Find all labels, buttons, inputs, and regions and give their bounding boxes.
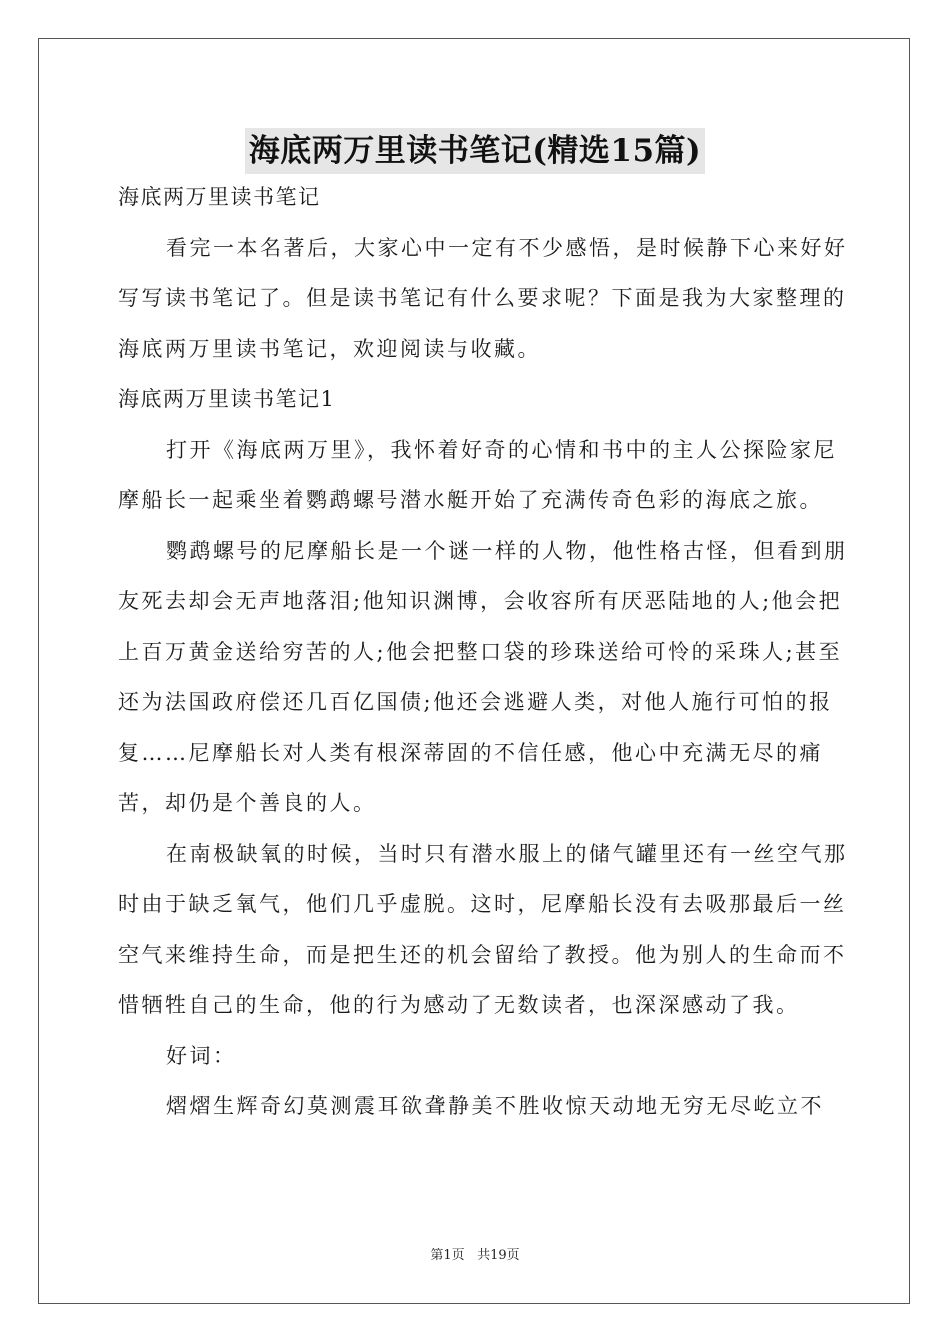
page-number: 第1页 [430,1248,465,1263]
body-paragraph: 在南极缺氧的时候，当时只有潜水服上的储气罐里还有一丝空气那时由于缺乏氧气，他们几乎虚脱。这时，尼摩船长没有去吸那最后一丝空气来维持生命，而是把生还的机会留给了教授。他为别人的生命而不惜牺牲自己的生命，他的行为感动了无数读者，也深深感动了我。 [118,841,848,1017]
document-title: 海底两万里读书笔记(精选15篇) [245,128,705,174]
document-body [118,172,858,1132]
body-paragraph: 好词： [166,1043,237,1068]
section-heading: 海底两万里读书笔记 [118,185,321,209]
body-paragraph: 打开《海底两万里》，我怀着好奇的心情和书中的主人公探险家尼摩船长一起乘坐着鹦鹉螺号潜水艇开始了充满传奇色彩的海底之旅。 [118,437,837,512]
body-paragraph: 鹦鹉螺号的尼摩船长是一个谜一样的人物，他性格古怪，但看到朋友死去却会无声地落泪;他知识渊博，会收容所有厌恶陆地的人;他会把上百万黄金送给穷苦的人;他会把整口袋的珍珠送给可怜的采珠人;甚至还为法国政府偿还几百亿国债;他还会逃避人类，对他人施行可怕的报复……尼摩船长对人类有根深蒂固的不信任感，他心中充满无尽的痛苦，却仍是个善良的人。 [118,538,848,815]
page-total: 共19页 [477,1248,520,1263]
title-container [0,128,950,174]
page-footer [0,1246,950,1266]
body-paragraph: 熠熠生辉奇幻莫测震耳欲聋静美不胜收惊天动地无穷无尽屹立不 [166,1094,824,1118]
footer-separator [465,1248,477,1263]
section-heading: 海底两万里读书笔记1 [118,387,336,411]
intro-paragraph: 看完一本名著后，大家心中一定有不少感悟，是时候静下心来好好写写读书笔记了。但是读书笔记有什么要求呢？下面是我为大家整理的海底两万里读书笔记，欢迎阅读与收藏。 [118,235,848,361]
